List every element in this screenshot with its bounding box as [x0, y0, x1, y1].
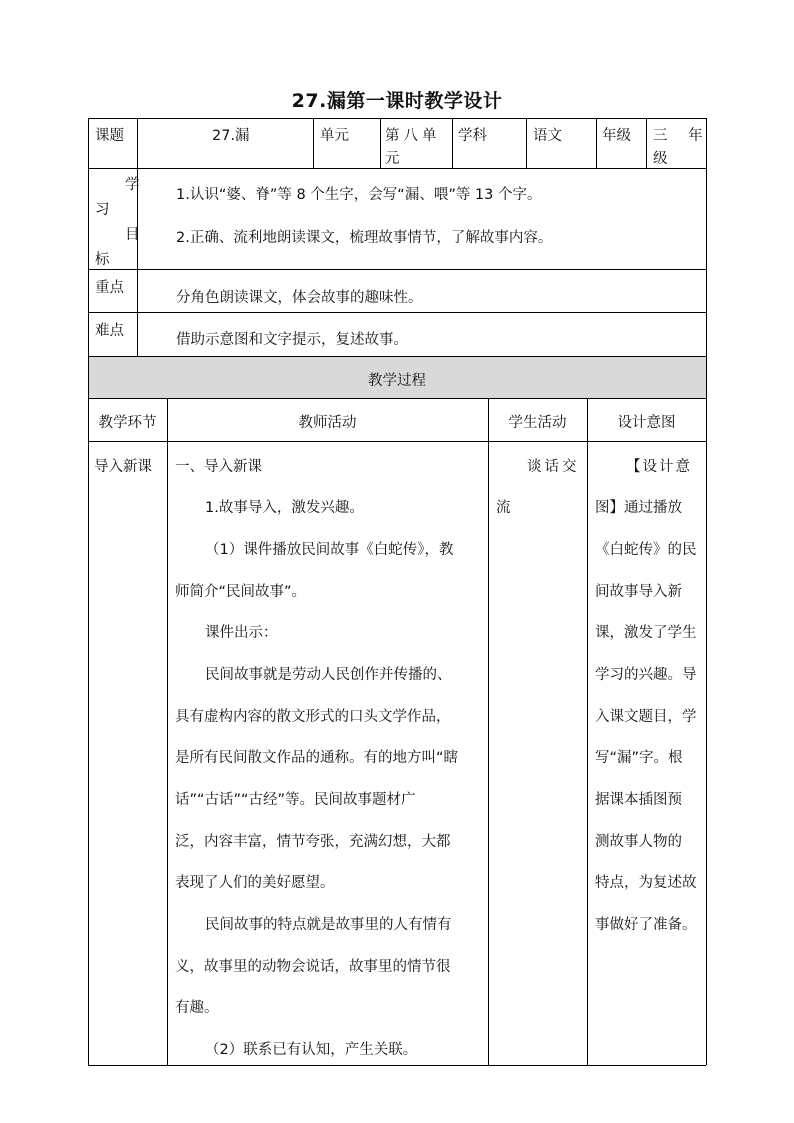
label-unit: 单元 [320, 128, 349, 144]
difficulty-text: 借助示意图和文字提示，复述故事。 [176, 332, 408, 348]
teacher-line: 表现了人们的美好愿望。 [175, 875, 335, 891]
table-border [88, 441, 706, 442]
teacher-line: 是所有民间散文作品的通称。有的地方叫“瞎 [175, 750, 459, 766]
table-border [167, 398, 168, 1065]
value-unit: 第八单 [385, 128, 441, 144]
table-border [706, 118, 707, 1065]
table-border [313, 118, 314, 168]
value-topic: 27.漏 [212, 128, 250, 144]
objective-item: 1.认识“婆、脊”等 8 个生字，会写“漏、喂”等 13 个字。 [176, 187, 542, 203]
intent-line: 课，激发了学生 [595, 625, 697, 641]
label-subject: 学科 [458, 128, 487, 144]
table-border [526, 118, 527, 168]
intent-line: 特点，为复述故 [595, 875, 697, 891]
teacher-line: 民间故事的特点就是故事里的人有情有 [205, 917, 452, 933]
teacher-line: 话”“古话”“古经”等。民间故事题材广 [175, 792, 416, 808]
value-subject: 语文 [533, 128, 562, 144]
label-key-point: 重点 [95, 280, 124, 296]
teacher-line: 1.故事导入，激发兴趣。 [205, 500, 364, 516]
teacher-line: 一、导入新课 [175, 459, 262, 475]
objective-item: 2.正确、流利地朗读课文，梳理故事情节，了解故事内容。 [176, 230, 553, 246]
intent-line: 写“漏”字。根 [595, 750, 683, 766]
table-border [646, 118, 647, 168]
teacher-line: 课件出示： [205, 625, 278, 641]
teacher-line: （2）联系已有认知，产生关联。 [205, 1042, 418, 1058]
student-activity-cont: 流 [496, 500, 511, 516]
teacher-line: 民间故事就是劳动人民创作并传播的、 [205, 667, 452, 683]
teacher-line: 义，故事里的动物会说话，故事里的情节很 [175, 959, 451, 975]
intent-line: 图】通过播放 [595, 500, 682, 516]
table-border [596, 118, 597, 168]
teacher-line: 具有虚构内容的散文形式的口头文学作品， [175, 709, 451, 725]
student-activity: 谈话交 [527, 459, 580, 475]
table-border [488, 398, 489, 1065]
intent-line: 《白蛇传》的民 [595, 542, 697, 558]
intent-line: 事做好了准备。 [595, 917, 697, 933]
column-header-student: 学生活动 [508, 415, 567, 431]
table-border [88, 118, 89, 1065]
intent-line: 间故事导入新 [595, 584, 682, 600]
label-objectives-char: 习 [95, 202, 110, 218]
key-point-text: 分角色朗读课文，体会故事的趣味性。 [176, 290, 423, 306]
intent-line: 【设计意 [626, 459, 692, 475]
teacher-line: 泛，内容丰富，情节夸张，充满幻想，大都 [175, 834, 451, 850]
process-header: 教学过程 [368, 373, 426, 389]
stage-name: 导入新课 [94, 459, 152, 475]
table-border [380, 118, 381, 168]
table-border [88, 269, 706, 270]
teacher-line: 师简介“民间故事”。 [175, 584, 307, 600]
value-grade: 三 年 [653, 128, 711, 144]
table-border [88, 356, 706, 357]
table-border [88, 1065, 706, 1066]
document-title: 27.漏第一课时教学设计 [291, 90, 503, 112]
table-border [452, 118, 453, 168]
column-header-intent: 设计意图 [617, 415, 676, 431]
intent-line: 入课文题目，学 [595, 709, 697, 725]
column-header-stage: 教学环节 [98, 415, 157, 431]
table-border [88, 118, 706, 119]
intent-line: 测故事人物的 [595, 834, 682, 850]
label-grade: 年级 [602, 128, 631, 144]
column-header-teacher: 教师活动 [298, 415, 357, 431]
intent-line: 学习的兴趣。导 [595, 667, 697, 683]
label-difficulty: 难点 [95, 323, 124, 339]
teacher-line: （1）课件播放民间故事《白蛇传》，教 [205, 542, 454, 558]
intent-line: 据课本插图预 [595, 792, 682, 808]
label-objectives-char: 标 [95, 252, 110, 268]
value-unit-cont: 元 [385, 151, 400, 167]
label-objectives-char: 学 [125, 177, 140, 193]
table-border [88, 398, 706, 399]
table-border [587, 398, 588, 1065]
table-border [88, 168, 706, 169]
teacher-line: 有趣。 [175, 1000, 219, 1016]
value-grade-cont: 级 [653, 151, 668, 167]
label-topic: 课题 [95, 128, 124, 144]
label-objectives-char: 目 [125, 227, 140, 243]
table-border [88, 312, 706, 313]
